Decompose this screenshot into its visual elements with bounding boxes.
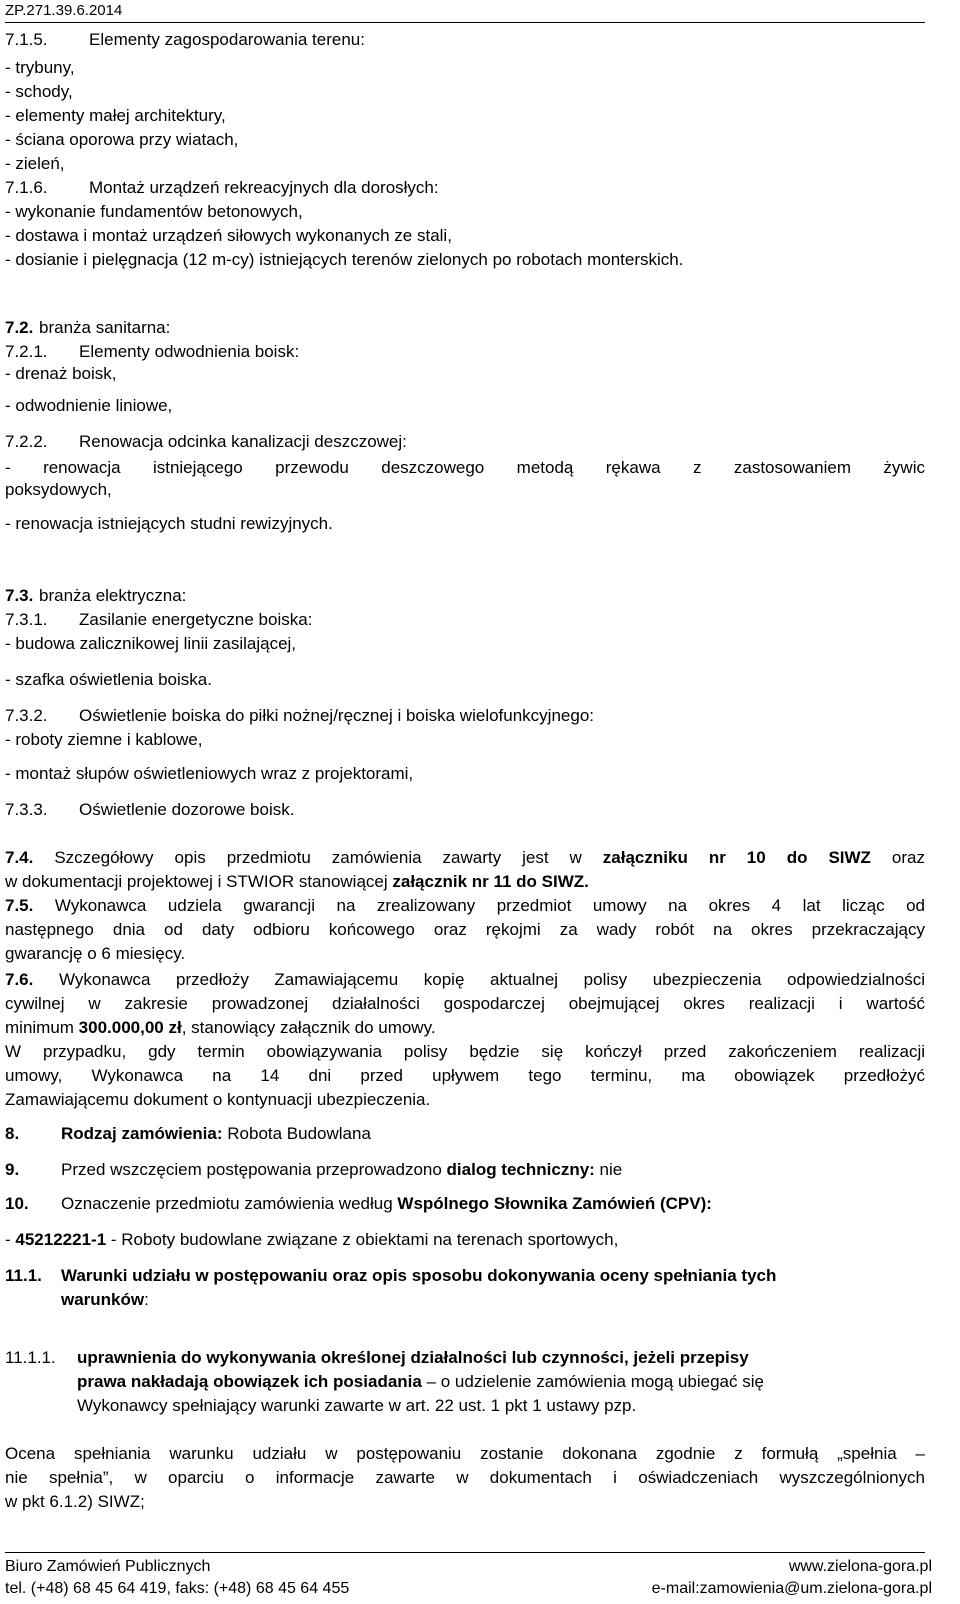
- section-7-3-2-title: [5, 706, 594, 726]
- list-item: - dostawa i montaż urządzeń siłowych wykonanych ze stali,: [5, 226, 452, 245]
- section-title: Montaż urządzeń rekreacyjnych dla dorosłych:: [89, 178, 439, 197]
- list-item: - szafka oświetlenia boiska.: [5, 670, 212, 689]
- section-number: 9.: [5, 1160, 20, 1179]
- section-number: 8.: [5, 1124, 20, 1143]
- section-7-6-line: [5, 970, 925, 990]
- dash: -: [5, 1230, 16, 1249]
- list-item: - elementy małej architektury,: [5, 106, 226, 125]
- list-item: - ściana oporowa przy wiatach,: [5, 130, 239, 149]
- text: minimum: [5, 1018, 79, 1037]
- header-ref: ZP.271.39.6.2014: [5, 2, 123, 19]
- list-item: - zieleń,: [5, 154, 65, 173]
- section-number: 7.2.: [5, 318, 34, 337]
- text: Wykonawca przedłoży Zamawiającemu kopię aktualnej polisy ubezpieczenia odpowiedzialności: [58, 970, 925, 989]
- section-11-1-1-line: Wykonawcy spełniający warunki zawarte w art. 22 ust. 1 pkt 1 ustawy pzp.: [77, 1396, 637, 1415]
- section-number: 7.2.1.: [5, 342, 48, 361]
- footer-office: Biuro Zamówień Publicznych: [5, 1558, 211, 1575]
- text: Oznaczenie przedmiotu zamówienia według: [61, 1194, 398, 1213]
- section-7-2-2-title: [5, 432, 407, 452]
- footer-email-link[interactable]: e-mail:zamowienia@um.zielona-gora.pl: [651, 1580, 932, 1597]
- section-title: Elementy odwodnienia boisk:: [79, 342, 300, 361]
- section-7-1-6-title: [5, 178, 439, 198]
- paragraph-line: Zamawiającemu dokument o kontynuacji ubezpieczenia.: [5, 1090, 431, 1109]
- section-number: 7.3.: [5, 586, 34, 605]
- section-7-5-line: następnego dnia od daty odbioru końcowego oraz rękojmi za wady robót na okres przekraczający: [5, 920, 925, 939]
- section-11-1-continuation: [61, 1290, 149, 1310]
- section-8: [5, 1124, 371, 1144]
- paragraph-line: nie spełnia”, w oparciu o informacje zawarte w dokumentach i oświadczeniach wyszczególnionych: [5, 1468, 925, 1487]
- section-11-1-1-line: [77, 1372, 764, 1392]
- list-item: - renowacja istniejących studni rewizyjnych.: [5, 514, 333, 533]
- text: – o udzielenie zamówienia mogą ubiegać się: [421, 1372, 764, 1391]
- section-7-6-line: cywilnej w zakresie prowadzonej działalności gospodarczej obejmującej okres realizacji i wartość: [5, 994, 925, 1013]
- list-item: - roboty ziemne i kablowe,: [5, 730, 203, 749]
- section-number: 7.2.2.: [5, 432, 48, 451]
- text: oraz: [870, 848, 925, 867]
- list-item-continuation: poksydowych,: [5, 480, 112, 499]
- cpv-code: 45212221-1: [15, 1230, 107, 1249]
- section-number: 7.3.2.: [5, 706, 48, 725]
- section-9: [5, 1160, 622, 1180]
- section-number: 11.1.: [5, 1266, 42, 1285]
- section-number: 10.: [5, 1194, 29, 1213]
- text-bold: załącznik nr 11 do SIWZ.: [392, 872, 589, 891]
- footer-website-link[interactable]: www.zielona-gora.pl: [788, 1558, 932, 1575]
- section-number: 7.3.3.: [5, 800, 48, 819]
- section-title: Oświetlenie dozorowe boisk.: [79, 800, 295, 819]
- section-title: branża sanitarna:: [39, 318, 171, 337]
- section-title: Renowacja odcinka kanalizacji deszczowej:: [79, 432, 407, 451]
- list-item: - schody,: [5, 82, 73, 101]
- heading: Warunki udziału w postępowaniu oraz opis sposobu dokonywania oceny spełniania tych: [61, 1266, 777, 1285]
- section-11-1-1: [5, 1348, 749, 1368]
- section-number: 7.6.: [5, 970, 34, 989]
- text: Przed wszczęciem postępowania przeprowadzono: [61, 1160, 447, 1179]
- section-number: 7.3.1.: [5, 610, 48, 629]
- section-title: Zasilanie energetyczne boiska:: [79, 610, 313, 629]
- value: Robota Budowlana: [222, 1124, 371, 1143]
- section-number: 7.1.6.: [5, 178, 48, 197]
- section-7-3-1-title: [5, 610, 312, 630]
- section-number: 11.1.1.: [5, 1348, 56, 1367]
- section-number: 7.4.: [5, 848, 34, 867]
- section-7-2-title: [5, 318, 170, 338]
- header-rule: [5, 22, 925, 23]
- text: Wykonawca udziela gwarancji na zrealizowany przedmiot umowy na okres 4 lat licząc od: [54, 896, 925, 915]
- text-bold: 300.000,00 zł: [78, 1018, 182, 1037]
- list-item: - wykonanie fundamentów betonowych,: [5, 202, 303, 221]
- section-11-1: [5, 1266, 776, 1286]
- paragraph-line: umowy, Wykonawca na 14 dni przed upływem tego terminu, ma obowiązek przedłożyć: [5, 1066, 925, 1085]
- list-item: - odwodnienie liniowe,: [5, 396, 173, 415]
- section-10: [5, 1194, 712, 1214]
- text: , stanowiący załącznik do umowy.: [181, 1018, 436, 1037]
- paragraph-line: Ocena spełniania warunku udziału w postępowaniu zostanie dokonana zgodnie z formułą „spełnia –: [5, 1444, 925, 1463]
- text: Szczegółowy opis przedmiotu zamówienia zawarty jest w: [54, 848, 603, 867]
- footer-rule: [5, 1552, 925, 1553]
- text-bold: załączniku nr 10 do SIWZ: [602, 848, 871, 867]
- section-7-1-5-title: [5, 30, 365, 50]
- list-item: - dosianie i pielęgnacja (12 m-cy) istniejących terenów zielonych po robotach monterskich.: [5, 250, 684, 269]
- text: :: [144, 1290, 149, 1309]
- cpv-text: - Roboty budowlane związane z obiektami na terenach sportowych,: [106, 1230, 619, 1249]
- heading: prawa nakładają obowiązek ich posiadania: [77, 1372, 422, 1391]
- paragraph-line: w pkt 6.1.2) SIWZ;: [5, 1492, 145, 1511]
- list-item: - drenaż boisk,: [5, 364, 117, 383]
- section-7-4-line: [5, 872, 589, 892]
- list-item: - renowacja istniejącego przewodu deszczowego metodą rękawa z zastosowaniem żywic: [5, 458, 925, 477]
- label: Wspólnego Słownika Zamówień (CPV):: [397, 1194, 712, 1213]
- heading: warunków: [61, 1290, 145, 1309]
- section-number: 7.5.: [5, 896, 34, 915]
- cpv-line: [5, 1230, 618, 1250]
- section-7-6-line: [5, 1018, 436, 1038]
- footer-phone: tel. (+48) 68 45 64 419, faks: (+48) 68 45 64 455: [5, 1580, 350, 1597]
- label: Rodzaj zamówienia:: [61, 1124, 223, 1143]
- paragraph-line: W przypadku, gdy termin obowiązywania polisy będzie się kończył przed zakończeniem realizacji: [5, 1042, 925, 1061]
- section-7-4-line: [5, 848, 925, 868]
- label: dialog techniczny:: [446, 1160, 595, 1179]
- section-title: branża elektryczna:: [39, 586, 187, 605]
- section-7-3-title: [5, 586, 186, 606]
- section-7-5-line: [5, 896, 925, 916]
- list-item: - trybuny,: [5, 58, 75, 77]
- section-title: Elementy zagospodarowania terenu:: [89, 30, 365, 49]
- section-7-5-line: gwarancję o 6 miesięcy.: [5, 944, 186, 963]
- section-title: Oświetlenie boiska do piłki nożnej/ręcznej i boiska wielofunkcyjnego:: [79, 706, 594, 725]
- list-item: - budowa zalicznikowej linii zasilającej,: [5, 634, 297, 653]
- value: nie: [594, 1160, 623, 1179]
- heading: uprawnienia do wykonywania określonej działalności lub czynności, jeżeli przepisy: [77, 1348, 749, 1367]
- text: w dokumentacji projektowej i STWIOR stanowiącej: [5, 872, 393, 891]
- section-number: 7.1.5.: [5, 30, 48, 49]
- list-item: - montaż słupów oświetleniowych wraz z projektorami,: [5, 764, 414, 783]
- section-7-2-1-title: [5, 342, 299, 362]
- section-7-3-3-title: [5, 800, 294, 820]
